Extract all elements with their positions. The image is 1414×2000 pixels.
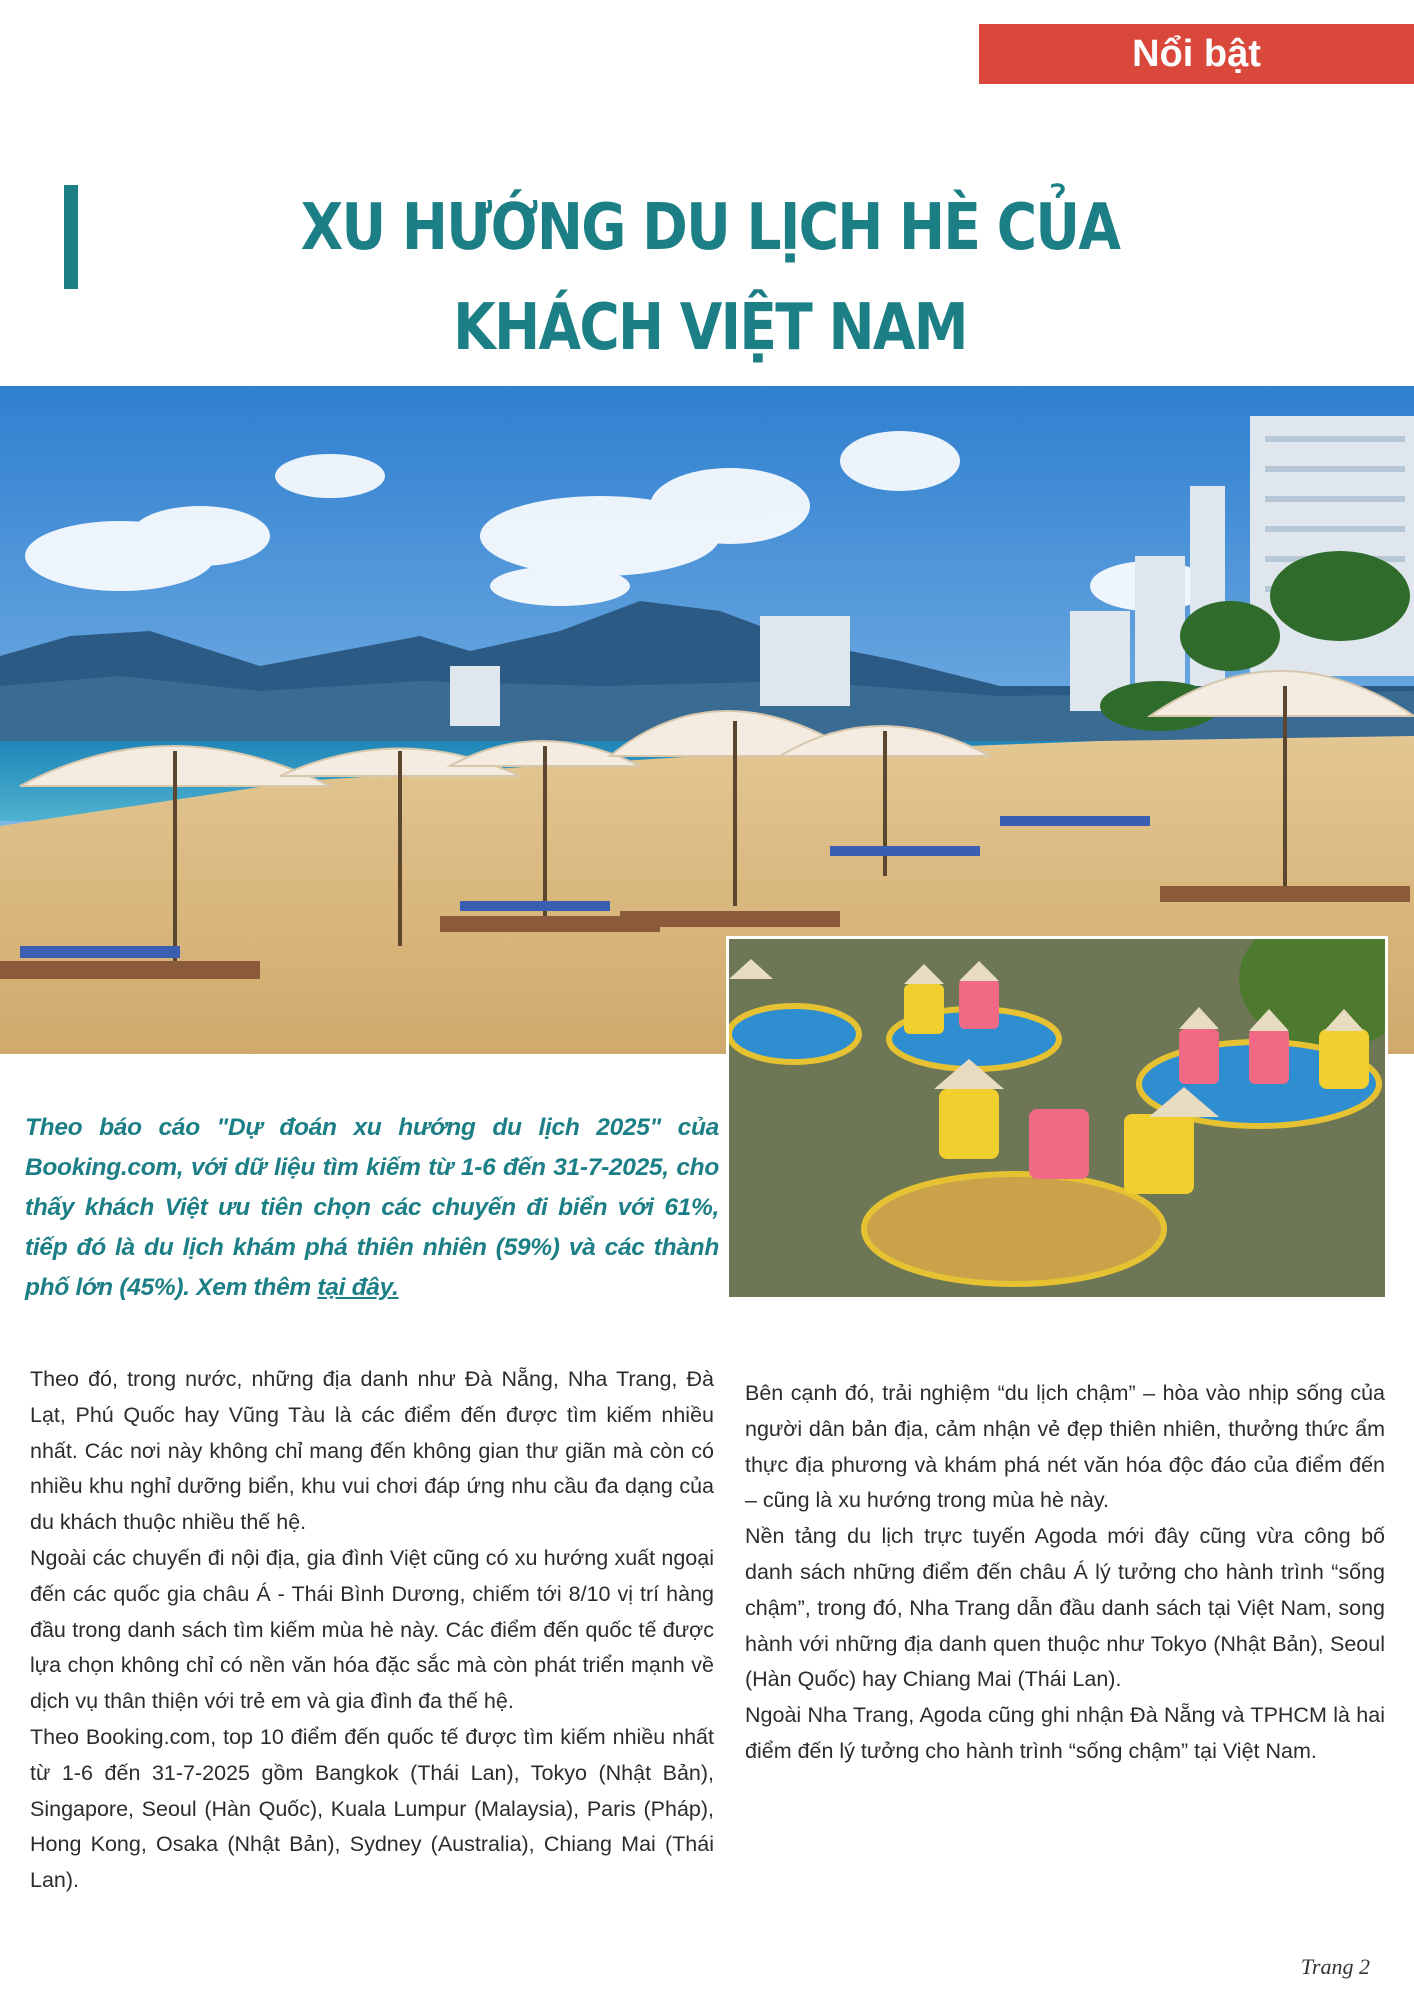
lead-more-link[interactable]: tại đây. [317,1274,399,1301]
lead-text: Theo báo cáo "Dự đoán xu hướng du lịch 2025" của Booking.com, với dữ liệu tìm kiếm từ 1-6 đến 31-7-2025, cho thấy khách Việt ưu tiên chọn các chuyến đi biển với 61%, tiếp đó là du lịch khám phá thiên nhiên (59%) và các thành phố lớn (45%). Xem thêm [25,1114,719,1301]
section-badge: Nổi bật [979,24,1414,84]
right-paragraph-3: Ngoài Nha Trang, Agoda cũng ghi nhận Đà Nẵng và TPHCM là hai điểm đến lý tưởng cho hành trình “sống chậm” tại Việt Nam. [745,1703,1385,1763]
left-paragraph-3: Theo Booking.com, top 10 điểm đến quốc tế được tìm kiếm nhiều nhất từ 1-6 đến 31-7-2025 gồm Bangkok (Thái Lan), Tokyo (Nhật Bản), Singapore, Seoul (Hàn Quốc), Kuala Lumpur (Malaysia), Paris (Pháp), Hong Kong, Osaka (Nhật Bản), Sydney (Australia), Chiang Mai (Thái Lan). [30,1724,714,1893]
left-paragraph-2: Ngoài các chuyến đi nội địa, gia đình Việt cũng có xu hướng xuất ngoại đến các quốc gia châu Á - Thái Bình Dương, chiếm tới 8/10 vị trí hàng đầu trong danh sách tìm kiếm mùa hè này. Các điểm đến quốc tế được lựa chọn không chỉ có nền văn hóa đặc sắc mà còn phát triển mạnh về dịch vụ thân thiện với trẻ em và gia đình đa thế hệ. [30,1545,714,1714]
title-line-1: XU HƯỚNG DU LỊCH HÈ CỦA KHÁCH VIỆT NAM [300,191,1120,365]
left-paragraph-1: Theo đó, trong nước, những địa danh như Đà Nẵng, Nha Trang, Đà Lạt, Phú Quốc hay Vũng Tàu là các điểm đến được tìm kiếm nhiều nhất. Các nơi này không chỉ mang đến không gian thư giãn mà còn có nhiều khu nghỉ dưỡng biển, khu vui chơi đáp ứng nhu cầu đa dạng của du khách thuộc nhiều thế hệ. [30,1367,714,1535]
basket-boat-photo [726,936,1388,1300]
right-paragraph-1: Bên cạnh đó, trải nghiệm “du lịch chậm” – hòa vào nhịp sống của người dân bản địa, cảm nhận vẻ đẹp thiên nhiên, thưởng thức ẩm thực địa phương và khám phá nét văn hóa độc đáo của điểm đến – cũng là xu hướng trong mùa hè này. [745,1381,1385,1513]
left-column [30,1362,714,1899]
lead-paragraph [25,1108,719,1308]
title-accent-bar [64,185,78,289]
page-number: Trang 2 [1300,1954,1370,1979]
right-column [745,1376,1385,1770]
right-paragraph-2: Nền tảng du lịch trực tuyến Agoda mới đây cũng vừa công bố danh sách những điểm đến châu Á lý tưởng cho hành trình “sống chậm”, trong đó, Nha Trang dẫn đầu danh sách tại Việt Nam, song hành với những địa danh quen thuộc như Tokyo (Nhật Bản), Seoul (Hàn Quốc) hay Chiang Mai (Thái Lan). [745,1524,1385,1692]
